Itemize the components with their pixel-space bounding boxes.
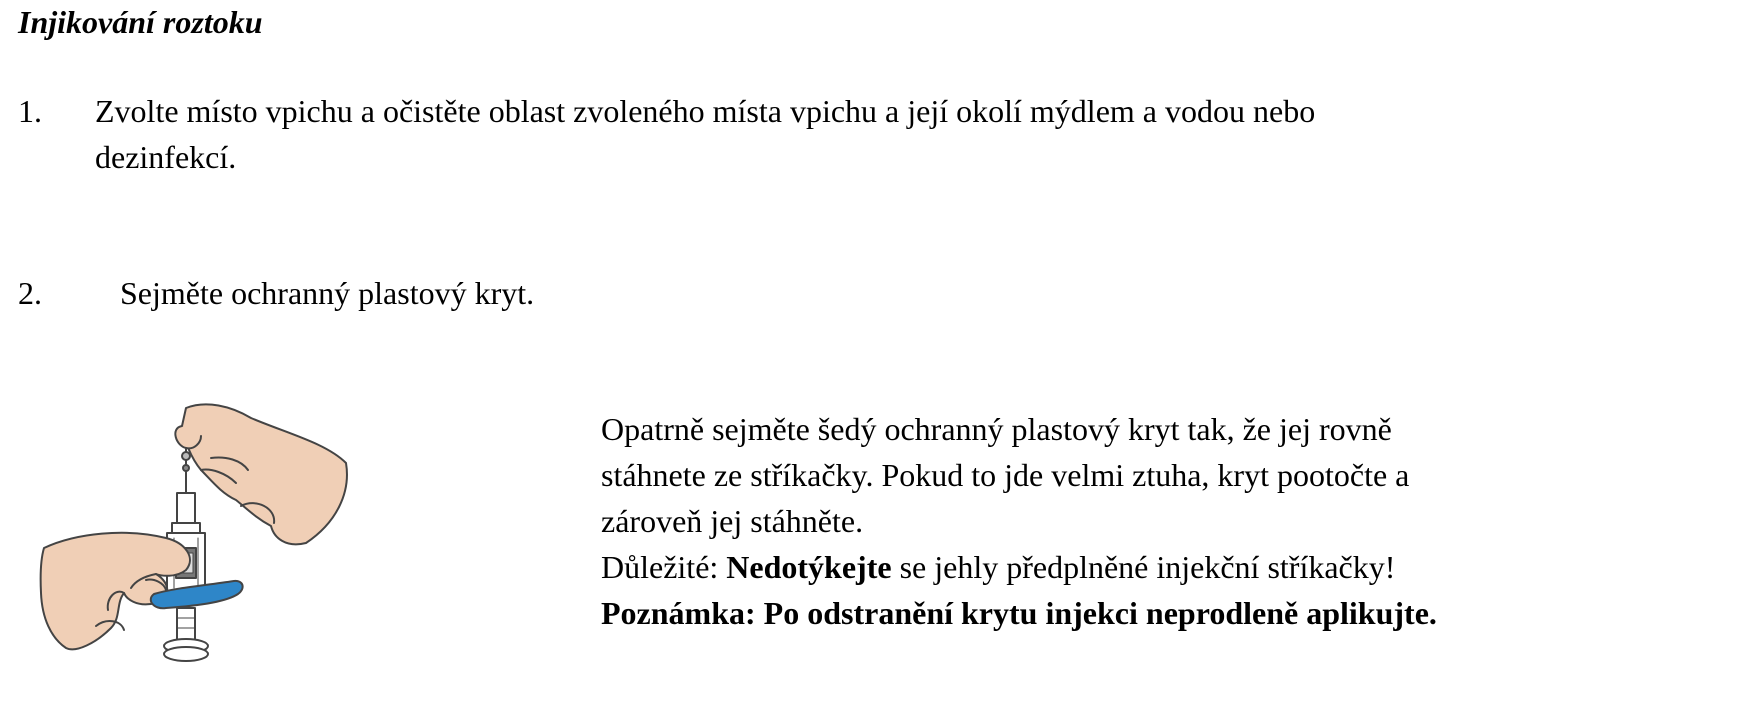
instruction-line-3: zároveň jej stáhněte. bbox=[601, 503, 864, 539]
step-1-text-line-2: dezinfekcí. bbox=[95, 139, 237, 175]
step-1-text-line-1: Zvolte místo vpichu a očistěte oblast zvoleného místa vpichu a její okolí mýdlem a vodou nebo bbox=[95, 93, 1316, 129]
section-title: Injikování roztoku bbox=[18, 4, 263, 40]
instruction-line-2: stáhnete ze stříkačky. Pokud to jde velmi ztuha, kryt pootočte a bbox=[601, 457, 1410, 493]
important-notice bbox=[601, 544, 1701, 590]
important-emphasis: Nedotýkejte bbox=[726, 549, 892, 585]
step-1-number: 1. bbox=[18, 93, 42, 129]
hands-removing-syringe-cap-icon bbox=[36, 398, 356, 673]
step-2-number: 2. bbox=[18, 275, 42, 311]
instruction-block bbox=[601, 406, 1701, 636]
instruction-line-1: Opatrně sejměte šedý ochranný plastový kryt tak, že jej rovně bbox=[601, 411, 1392, 447]
step-2-text: Sejměte ochranný plastový kryt. bbox=[120, 275, 535, 311]
important-prefix: Důležité: bbox=[601, 549, 727, 585]
note-line: Poznámka: Po odstranění krytu injekci neprodleně aplikujte. bbox=[601, 595, 1437, 631]
important-suffix: se jehly předplněné injekční stříkačky! bbox=[891, 549, 1396, 585]
